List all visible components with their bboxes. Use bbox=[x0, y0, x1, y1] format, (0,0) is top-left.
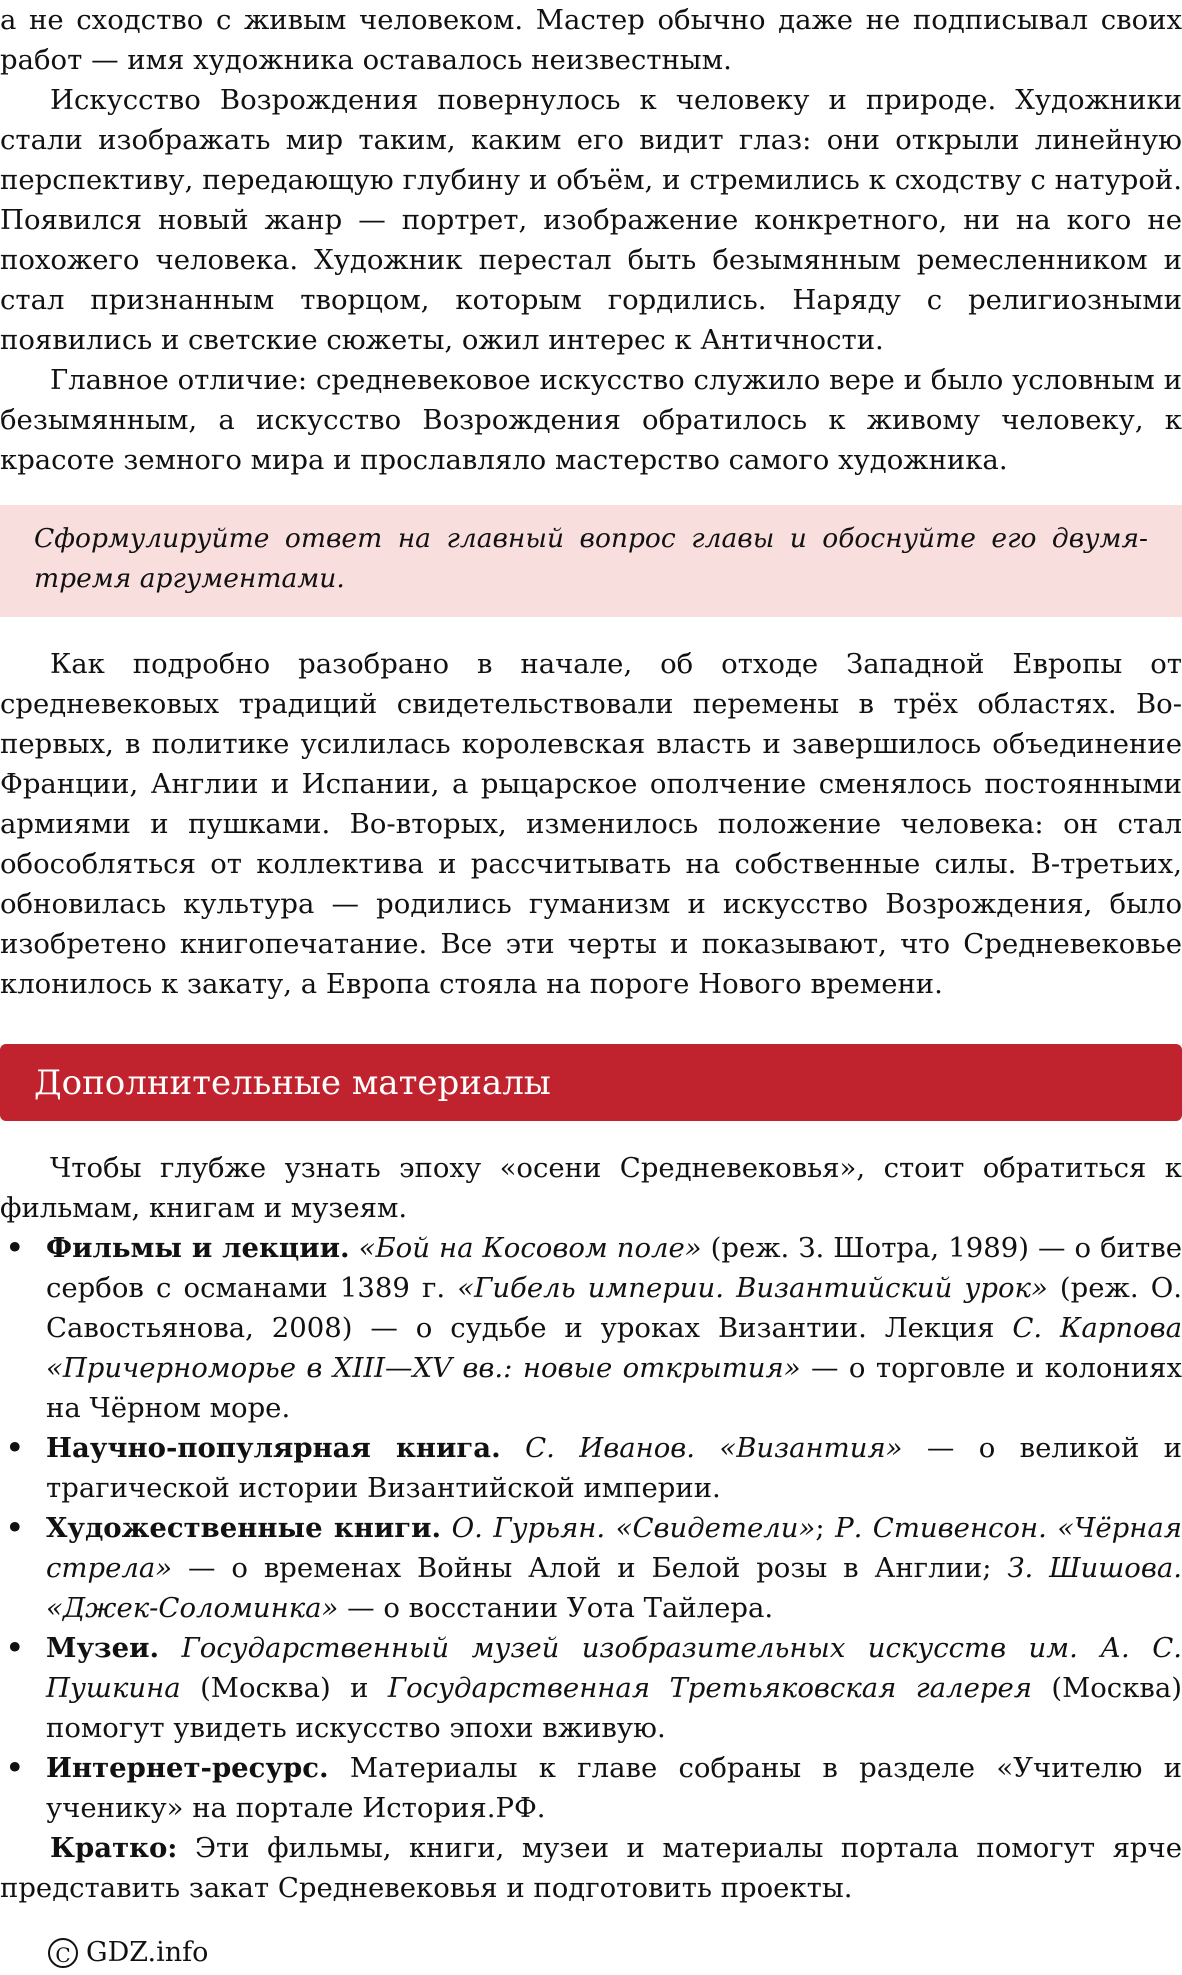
summary-label: Кратко: bbox=[50, 1832, 178, 1864]
list-item-fiction-books bbox=[0, 1508, 1182, 1628]
item-heading: Научно-популярная книга. bbox=[46, 1432, 501, 1464]
item-text: (реж. О. Савостьянова, 2008) — о судьбе и уроках Византии. Лекция bbox=[46, 1272, 1182, 1344]
item-text: — о восстании Уота Тайлера. bbox=[338, 1592, 774, 1624]
item-text: (Москва) и bbox=[180, 1672, 388, 1704]
list-item-museums bbox=[0, 1628, 1182, 1748]
item-text: — о торговле и колониях на Чёрном море. bbox=[46, 1352, 1182, 1424]
bullet-icon: • bbox=[6, 1512, 24, 1544]
bullet-icon: • bbox=[6, 1432, 24, 1464]
item-heading: Фильмы и лекции. bbox=[46, 1232, 350, 1264]
item-text: — о великой и трагической истории Византийской империи. bbox=[46, 1432, 1182, 1504]
item-title: Государственная Третьяковская галерея bbox=[387, 1672, 1032, 1704]
intro-paragraph-3: Главное отличие: средневековое искусство служило вере и было условным и безымянным, а искусство Возрождения обратилось к живому человеку, к красоте земного мира и прославляло мастерство самого художника. bbox=[0, 364, 1182, 476]
item-text: Материалы к главе собраны в разделе «Учителю и ученику» на портале История.РФ. bbox=[46, 1752, 1182, 1824]
footer-site-name: GDZ.info bbox=[86, 1937, 209, 1968]
materials-list bbox=[0, 1228, 1182, 1828]
item-title: З. Шишова. «Джек-Соломинка» bbox=[46, 1552, 1182, 1624]
item-text: — о временах Войны Алой и Белой розы в Англии; bbox=[172, 1552, 1008, 1584]
intro-block bbox=[0, 0, 1182, 480]
section-banner bbox=[0, 1044, 1182, 1121]
item-title: Государственный музей изобразительных искусств им. А. С. Пушкина bbox=[46, 1632, 1182, 1704]
list-item-internet-resource bbox=[0, 1748, 1182, 1828]
intro-paragraph-1: а не сходство с живым человеком. Мастер обычно даже не подписывал своих работ — имя художника оставалось неизвестным. bbox=[0, 4, 1182, 76]
list-item-films bbox=[0, 1228, 1182, 1428]
footer bbox=[48, 1936, 208, 1970]
item-title: С. Карпова «Причерноморье в XIII—XV вв.: новые открытия» bbox=[46, 1312, 1182, 1384]
summary-text: Эти фильмы, книги, музеи и материалы портала помогут ярче представить закат Средневековья и подготовить проекты. bbox=[0, 1832, 1182, 1904]
intro-paragraph-2: Искусство Возрождения повернулось к человеку и природе. Художники стали изображать мир таким, каким его видит глаз: они открыли линейную перспективу, передающую глубину и объём, и стремились к сходству с натурой. Появился новый жанр — портрет, изображение конкретного, ни на кого не похожего человека. Художник перестал быть безымянным ремесленником и стал признанным творцом, которым гордились. Наряду с религиозными появились и светские сюжеты, ожил интерес к Античности. bbox=[0, 84, 1182, 356]
answer-paragraph: Как подробно разобрано в начале, об отходе Западной Европы от средневековых традиций свидетельствовали перемены в трёх областях. Во-первых, в политике усилилась королевская власть и завершилось объединение Франции, Англии и Испании, а рыцарское ополчение сменялось постоянными армиями и пушками. Во-вторых, изменилось положение человека: он стал обособляться от коллектива и рассчитывать на собственные силы. В-третьих, обновилась культура — родились гуманизм и искусство Возрождения, было изобретено книгопечатание. Все эти черты и показывают, что Средневековье клонилось к закату, а Европа стояла на пороге Нового времени. bbox=[0, 648, 1182, 1000]
item-title: «Гибель империи. Византийский урок» bbox=[457, 1272, 1048, 1304]
materials-lead: Чтобы глубже узнать эпоху «осени Средневековья», стоит обратиться к фильмам, книгам и музеям. bbox=[0, 1152, 1182, 1224]
item-heading: Художественные книги. bbox=[46, 1512, 442, 1544]
answer-block bbox=[0, 644, 1182, 1004]
item-title: С. Иванов. «Византия» bbox=[525, 1432, 903, 1464]
list-item-popular-book bbox=[0, 1428, 1182, 1508]
item-text: (реж. З. Шотра, 1989) — о битве сербов с османами 1389 г. bbox=[46, 1232, 1182, 1304]
item-text: (Москва) помогут увидеть искусство эпохи вживую. bbox=[46, 1672, 1182, 1744]
section-title: Дополнительные материалы bbox=[34, 1062, 551, 1103]
item-text: ; bbox=[815, 1512, 836, 1544]
task-box bbox=[0, 505, 1182, 617]
item-title: О. Гурьян. «Свидетели» bbox=[451, 1512, 816, 1544]
bullet-icon: • bbox=[6, 1632, 24, 1664]
item-heading: Музеи. bbox=[46, 1632, 160, 1664]
copyright-icon: C bbox=[48, 1938, 78, 1968]
item-title: Р. Стивенсон. «Чёрная стрела» bbox=[46, 1512, 1182, 1584]
item-heading: Интернет-ресурс. bbox=[46, 1752, 329, 1784]
bullet-icon: • bbox=[6, 1752, 24, 1784]
summary-paragraph bbox=[0, 1828, 1182, 1908]
bullet-icon: • bbox=[6, 1232, 24, 1264]
materials-block bbox=[0, 1148, 1182, 1908]
task-text: Сформулируйте ответ на главный вопрос главы и обоснуйте его двумя-тремя аргументами. bbox=[34, 523, 1148, 594]
item-title: «Бой на Косовом поле» bbox=[358, 1232, 702, 1264]
